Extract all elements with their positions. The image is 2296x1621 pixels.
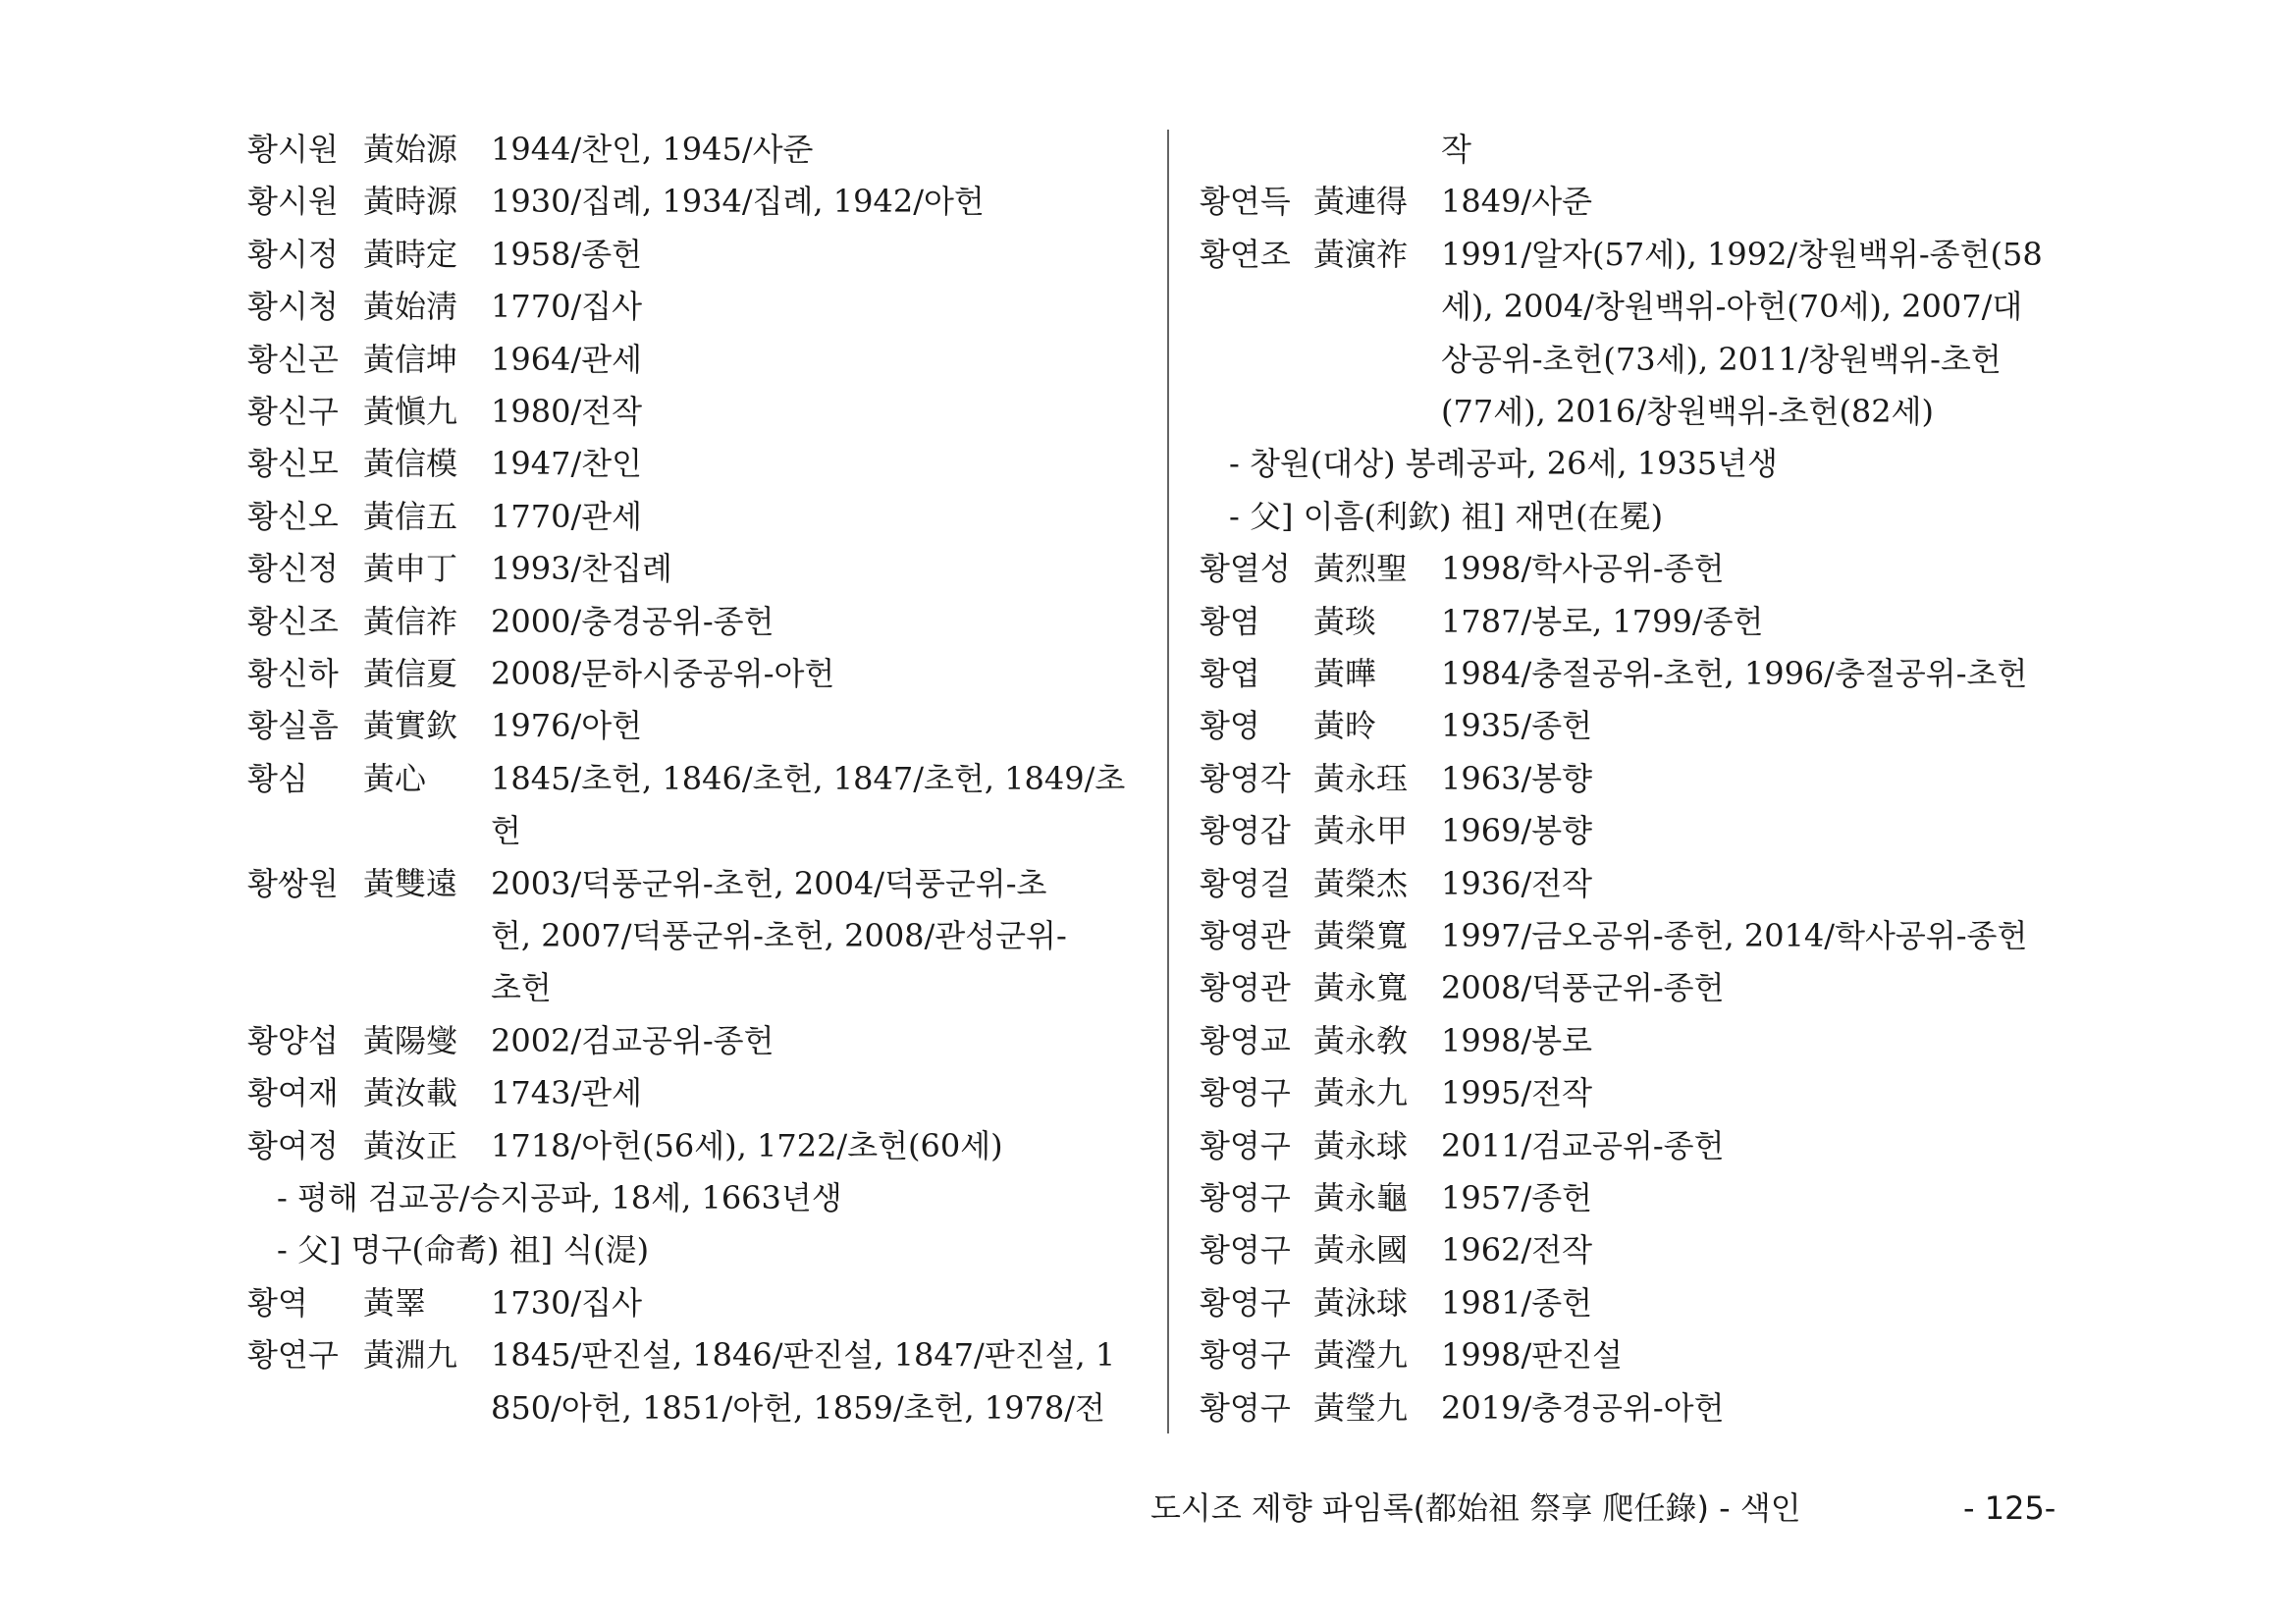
entry-record: 2011/검교공위-종헌 bbox=[1441, 1126, 1725, 1164]
entry-name: 황시정 bbox=[247, 235, 339, 273]
entry-hanja: 黃信模 bbox=[363, 445, 458, 483]
entry-subnote: - 평해 검교공/승지공파, 18세, 1663년생 bbox=[277, 1179, 842, 1216]
entry-record: 세), 2004/창원백위-아헌(70세), 2007/대 bbox=[1441, 288, 2023, 326]
entry-record: 1743/관세 bbox=[491, 1074, 643, 1112]
entry-name: 황연득 bbox=[1200, 183, 1291, 221]
entry-hanja: 黃榮寬 bbox=[1313, 917, 1409, 954]
entry-record: 1964/관세 bbox=[491, 340, 643, 378]
page-number: - 125- bbox=[1963, 1489, 2056, 1527]
entry-name: 황신정 bbox=[247, 550, 339, 588]
entry-record: 1930/집례, 1934/집례, 1942/아헌 bbox=[491, 183, 985, 221]
entry-name: 황영관 bbox=[1200, 969, 1291, 1007]
entry-record: 1963/봉향 bbox=[1441, 759, 1593, 797]
entry-name: 황여재 bbox=[247, 1074, 339, 1112]
entry-record: 1947/찬인 bbox=[491, 445, 643, 483]
entry-name: 황연조 bbox=[1200, 235, 1291, 273]
entry-hanja: 黃申丁 bbox=[363, 550, 458, 588]
entry-hanja: 黃永九 bbox=[1313, 1074, 1409, 1112]
entry-hanja: 黃泳球 bbox=[1313, 1283, 1409, 1322]
entry-hanja: 黃永敎 bbox=[1313, 1021, 1409, 1059]
entry-record: 1718/아헌(56세), 1722/초헌(60세) bbox=[491, 1126, 1003, 1164]
entry-record: 1980/전작 bbox=[491, 393, 643, 430]
entry-name: 황영갑 bbox=[1200, 812, 1291, 850]
entry-record: 1998/학사공위-종헌 bbox=[1441, 550, 1725, 588]
entry-record: 2000/충경공위-종헌 bbox=[491, 602, 774, 640]
entry-record: 헌, 2007/덕풍군위-초헌, 2008/관성군위- bbox=[491, 917, 1067, 954]
entry-hanja: 黃信五 bbox=[363, 497, 458, 535]
footer-title: 도시조 제향 파임록(都始祖 祭享 爬任錄) - 색인 bbox=[1150, 1489, 1801, 1527]
entry-record: 1998/봉로 bbox=[1441, 1021, 1593, 1059]
entry-hanja: 黃演祚 bbox=[1313, 235, 1409, 273]
entry-name: 황신조 bbox=[247, 602, 339, 640]
entry-record: 1849/사준 bbox=[1441, 183, 1593, 221]
entry-hanja: 黃時定 bbox=[363, 235, 458, 273]
entry-record: 1984/충절공위-초헌, 1996/충절공위-초헌 bbox=[1441, 655, 2028, 692]
entry-hanja: 黃陽燮 bbox=[363, 1021, 458, 1059]
entry-hanja: 黃瀅九 bbox=[1313, 1336, 1409, 1375]
entry-name: 황영구 bbox=[1200, 1388, 1291, 1427]
entry-record: 1935/종헌 bbox=[1441, 707, 1593, 745]
entry-record: 1969/봉향 bbox=[1441, 812, 1593, 850]
entry-hanja: 黃榮杰 bbox=[1313, 864, 1409, 902]
entry-name: 황영각 bbox=[1200, 759, 1291, 797]
entry-name: 황영 bbox=[1200, 707, 1260, 745]
entry-record: 850/아헌, 1851/아헌, 1859/초헌, 1978/전 bbox=[491, 1388, 1105, 1427]
entry-name: 황영걸 bbox=[1200, 864, 1291, 902]
entry-name: 황실흠 bbox=[247, 707, 339, 745]
entry-hanja: 黃永球 bbox=[1313, 1126, 1409, 1164]
entry-name: 황엽 bbox=[1200, 655, 1260, 692]
entry-record: (77세), 2016/창원백위-초헌(82세) bbox=[1441, 393, 1935, 430]
entry-record: 1936/전작 bbox=[1441, 864, 1593, 902]
entry-record: 1730/집사 bbox=[491, 1283, 643, 1322]
entry-record: 1962/전작 bbox=[1441, 1231, 1593, 1270]
entry-hanja: 黃烈聖 bbox=[1313, 550, 1409, 588]
entry-record: 2019/충경공위-아헌 bbox=[1441, 1388, 1725, 1427]
entry-hanja: 黃淵九 bbox=[363, 1336, 458, 1375]
entry-hanja: 黃連得 bbox=[1313, 183, 1409, 221]
entry-name: 황영구 bbox=[1200, 1126, 1291, 1164]
entry-name: 황시원 bbox=[247, 131, 339, 168]
entry-hanja: 黃瑩九 bbox=[1313, 1388, 1409, 1427]
entry-record: 상공위-초헌(73세), 2011/창원백위-초헌 bbox=[1441, 340, 2002, 378]
column-divider bbox=[1167, 130, 1169, 1433]
entry-hanja: 黃永珏 bbox=[1313, 759, 1409, 797]
entry-record: 1770/집사 bbox=[491, 288, 643, 326]
entry-hanja: 黃時源 bbox=[363, 183, 458, 221]
entry-record: 초헌 bbox=[491, 969, 552, 1007]
entry-record: 1787/봉로, 1799/종헌 bbox=[1441, 602, 1764, 640]
entry-name: 황시청 bbox=[247, 288, 339, 326]
entry-record: 2008/문하시중공위-아헌 bbox=[491, 655, 835, 692]
entry-record: 1770/관세 bbox=[491, 497, 643, 535]
entry-record: 2003/덕풍군위-초헌, 2004/덕풍군위-초 bbox=[491, 864, 1047, 902]
entry-hanja: 黃實欽 bbox=[363, 707, 458, 745]
entry-hanja: 黃曄 bbox=[1313, 655, 1377, 692]
continuation-text: 작 bbox=[1441, 131, 1471, 168]
entry-record: 2008/덕풍군위-종헌 bbox=[1441, 969, 1725, 1007]
entry-hanja: 黃汝載 bbox=[363, 1074, 458, 1112]
entry-subnote: - 창원(대상) 봉례공파, 26세, 1935년생 bbox=[1229, 445, 1779, 483]
entry-hanja: 黃睪 bbox=[363, 1283, 427, 1322]
entry-name: 황영교 bbox=[1200, 1021, 1291, 1059]
entry-record: 1993/찬집례 bbox=[491, 550, 672, 588]
entry-record: 1976/아헌 bbox=[491, 707, 643, 745]
entry-record: 1998/판진설 bbox=[1441, 1336, 1623, 1375]
entry-name: 황역 bbox=[247, 1283, 308, 1322]
entry-name: 황심 bbox=[247, 759, 308, 797]
entry-hanja: 黃信祚 bbox=[363, 602, 458, 640]
entry-name: 황열성 bbox=[1200, 550, 1291, 588]
entry-hanja: 黃心 bbox=[363, 759, 427, 797]
entry-name: 황영구 bbox=[1200, 1283, 1291, 1322]
entry-record: 1995/전작 bbox=[1441, 1074, 1593, 1112]
entry-hanja: 黃永甲 bbox=[1313, 812, 1409, 850]
entry-hanja: 黃愼九 bbox=[363, 393, 458, 430]
entry-hanja: 黃永寬 bbox=[1313, 969, 1409, 1007]
entry-name: 황쌍원 bbox=[247, 864, 339, 902]
entry-record: 1991/알자(57세), 1992/창원백위-종헌(58 bbox=[1441, 235, 2043, 273]
entry-hanja: 黃汝正 bbox=[363, 1126, 458, 1164]
entry-hanja: 黃雙遠 bbox=[363, 864, 458, 902]
entry-record: 1997/금오공위-종헌, 2014/학사공위-종헌 bbox=[1441, 917, 2028, 954]
entry-subnote: - 父] 이흠(利欽) 祖] 재면(在冕) bbox=[1229, 497, 1664, 535]
entry-name: 황신곤 bbox=[247, 340, 339, 378]
entry-name: 황신구 bbox=[247, 393, 339, 430]
entry-record: 1957/종헌 bbox=[1441, 1179, 1593, 1216]
entry-name: 황영구 bbox=[1200, 1074, 1291, 1112]
entry-record: 1958/종헌 bbox=[491, 235, 643, 273]
entry-subnote: - 父] 명구(命耉) 祖] 식(湜) bbox=[277, 1231, 650, 1270]
entry-hanja: 黃琰 bbox=[1313, 602, 1377, 640]
entry-name: 황신하 bbox=[247, 655, 339, 692]
entry-name: 황영관 bbox=[1200, 917, 1291, 954]
entry-record: 헌 bbox=[491, 812, 521, 850]
entry-name: 황신모 bbox=[247, 445, 339, 483]
entry-record: 1944/찬인, 1945/사준 bbox=[491, 131, 814, 168]
entry-record: 1981/종헌 bbox=[1441, 1283, 1593, 1322]
entry-hanja: 黃始淸 bbox=[363, 288, 458, 326]
entry-record: 1845/초헌, 1846/초헌, 1847/초헌, 1849/초 bbox=[491, 759, 1126, 797]
entry-hanja: 黃昤 bbox=[1313, 707, 1377, 745]
entry-name: 황여정 bbox=[247, 1126, 339, 1164]
entry-hanja: 黃永國 bbox=[1313, 1231, 1409, 1270]
entry-name: 황연구 bbox=[247, 1336, 339, 1375]
entry-name: 황양섭 bbox=[247, 1021, 339, 1059]
entry-name: 황영구 bbox=[1200, 1179, 1291, 1216]
entry-name: 황신오 bbox=[247, 497, 339, 535]
entry-hanja: 黃信夏 bbox=[363, 655, 458, 692]
entry-name: 황영구 bbox=[1200, 1231, 1291, 1270]
entry-hanja: 黃信坤 bbox=[363, 340, 458, 378]
entry-record: 2002/검교공위-종헌 bbox=[491, 1021, 774, 1059]
entry-hanja: 黃始源 bbox=[363, 131, 458, 168]
entry-name: 황염 bbox=[1200, 602, 1260, 640]
entry-name: 황영구 bbox=[1200, 1336, 1291, 1375]
entry-name: 황시원 bbox=[247, 183, 339, 221]
entry-hanja: 黃永龜 bbox=[1313, 1179, 1409, 1216]
entry-record: 1845/판진설, 1846/판진설, 1847/판진설, 1 bbox=[491, 1336, 1116, 1375]
